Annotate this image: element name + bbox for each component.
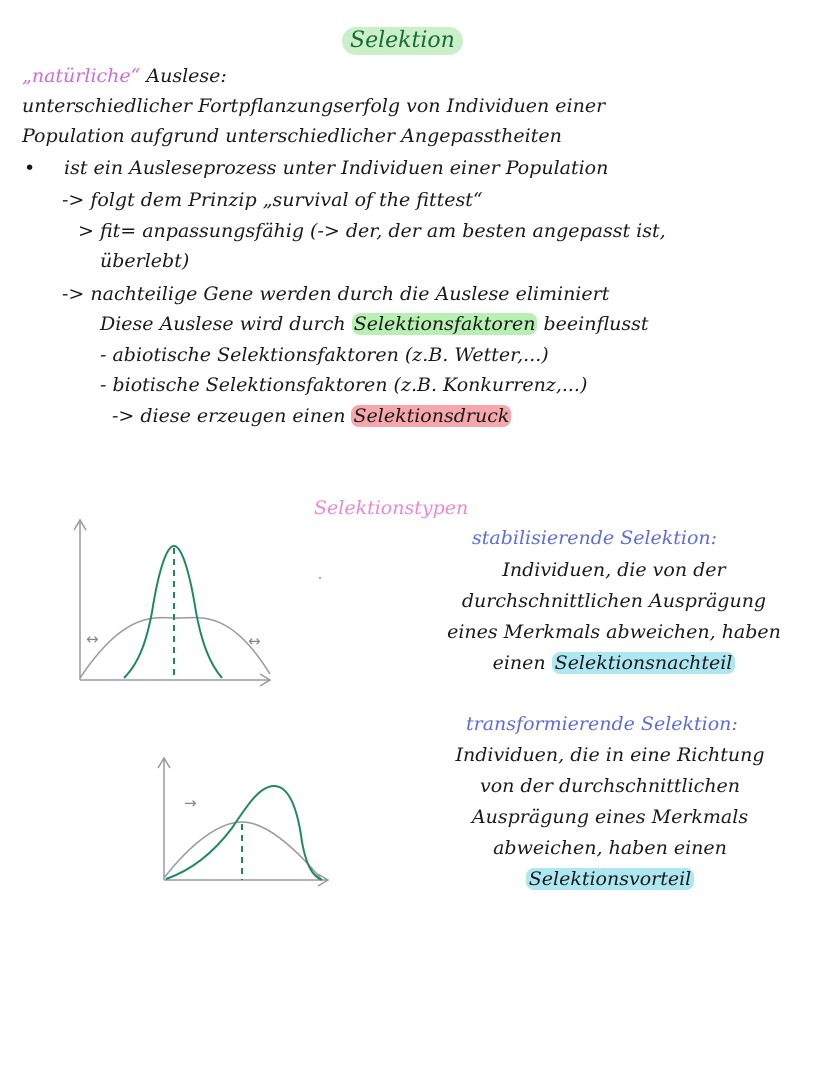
biotic-line: - biotische Selektionsfaktoren (z.B. Konkurrenz,...) bbox=[100, 374, 588, 396]
genes-line: -> nachteilige Gene werden durch die Auslese eliminiert bbox=[62, 283, 610, 305]
selektionsfaktoren-highlight: Selektionsfaktoren bbox=[353, 313, 536, 335]
stabilizing-line-1: Individuen, die von der bbox=[502, 559, 726, 581]
left-double-arrow-icon: ↔ bbox=[86, 630, 99, 648]
page-title: Selektion bbox=[342, 27, 463, 55]
right-double-arrow-icon: ↔ bbox=[248, 632, 261, 650]
definition-heading bbox=[22, 64, 227, 88]
pressure-pre: -> diese erzeugen einen bbox=[112, 405, 352, 427]
fit-line-1: > fit= anpassungsfähig (-> der, der am besten angepasst ist, bbox=[78, 220, 666, 242]
transforming-line-3: Ausprägung eines Merkmals bbox=[471, 806, 749, 828]
definition-line-2: Population aufgrund unterschiedlicher Angepasstheiten bbox=[22, 125, 562, 147]
factors-pre: Diese Auslese wird durch bbox=[100, 313, 352, 335]
bullet-marker: • bbox=[24, 157, 36, 179]
pressure-line bbox=[112, 404, 511, 428]
types-heading: Selektionstypen bbox=[314, 497, 469, 519]
survival-line: -> folgt dem Prinzip „survival of the fittest“ bbox=[62, 189, 483, 211]
stabilizing-line-4-pre: einen bbox=[492, 652, 552, 674]
transforming-line-2: von der durchschnittlichen bbox=[479, 775, 741, 797]
stabilizing-graph bbox=[66, 514, 280, 694]
transforming-heading: transformierende Selektion: bbox=[466, 713, 738, 735]
term-natuerliche: „natürliche“ bbox=[22, 65, 141, 87]
transforming-line-4: abweichen, haben einen bbox=[493, 837, 727, 859]
transforming-graph bbox=[152, 752, 338, 890]
transforming-line-1: Individuen, die in eine Richtung bbox=[455, 744, 765, 766]
term-rest: Auslese: bbox=[140, 65, 227, 87]
stabilizing-line-3: eines Merkmals abweichen, haben bbox=[447, 621, 781, 643]
selektionsvorteil-highlight: Selektionsvorteil bbox=[526, 868, 695, 890]
stabilizing-description bbox=[428, 555, 800, 679]
factors-line bbox=[100, 312, 649, 336]
stabilizing-line-4 bbox=[428, 648, 800, 679]
definition-line-1: unterschiedlicher Fortpflanzungserfolg von Individuen einer bbox=[22, 95, 606, 117]
stabilizing-heading: stabilisierende Selektion: bbox=[472, 527, 718, 549]
factors-post: beeinflusst bbox=[537, 313, 649, 335]
stray-dot bbox=[319, 577, 321, 579]
right-arrow-icon: → bbox=[184, 794, 197, 812]
selektionsdruck-highlight: Selektionsdruck bbox=[353, 405, 510, 427]
abiotic-line: - abiotische Selektionsfaktoren (z.B. Wetter,...) bbox=[100, 344, 549, 366]
bullet-text: ist ein Ausleseprozess unter Individuen einer Population bbox=[64, 157, 609, 179]
transforming-line-5 bbox=[426, 864, 794, 895]
selektionsnachteil-highlight: Selektionsnachteil bbox=[552, 652, 736, 674]
fit-line-2: überlebt) bbox=[100, 250, 190, 272]
stabilizing-line-2: durchschnittlichen Ausprägung bbox=[461, 590, 767, 612]
transforming-description bbox=[426, 740, 794, 895]
